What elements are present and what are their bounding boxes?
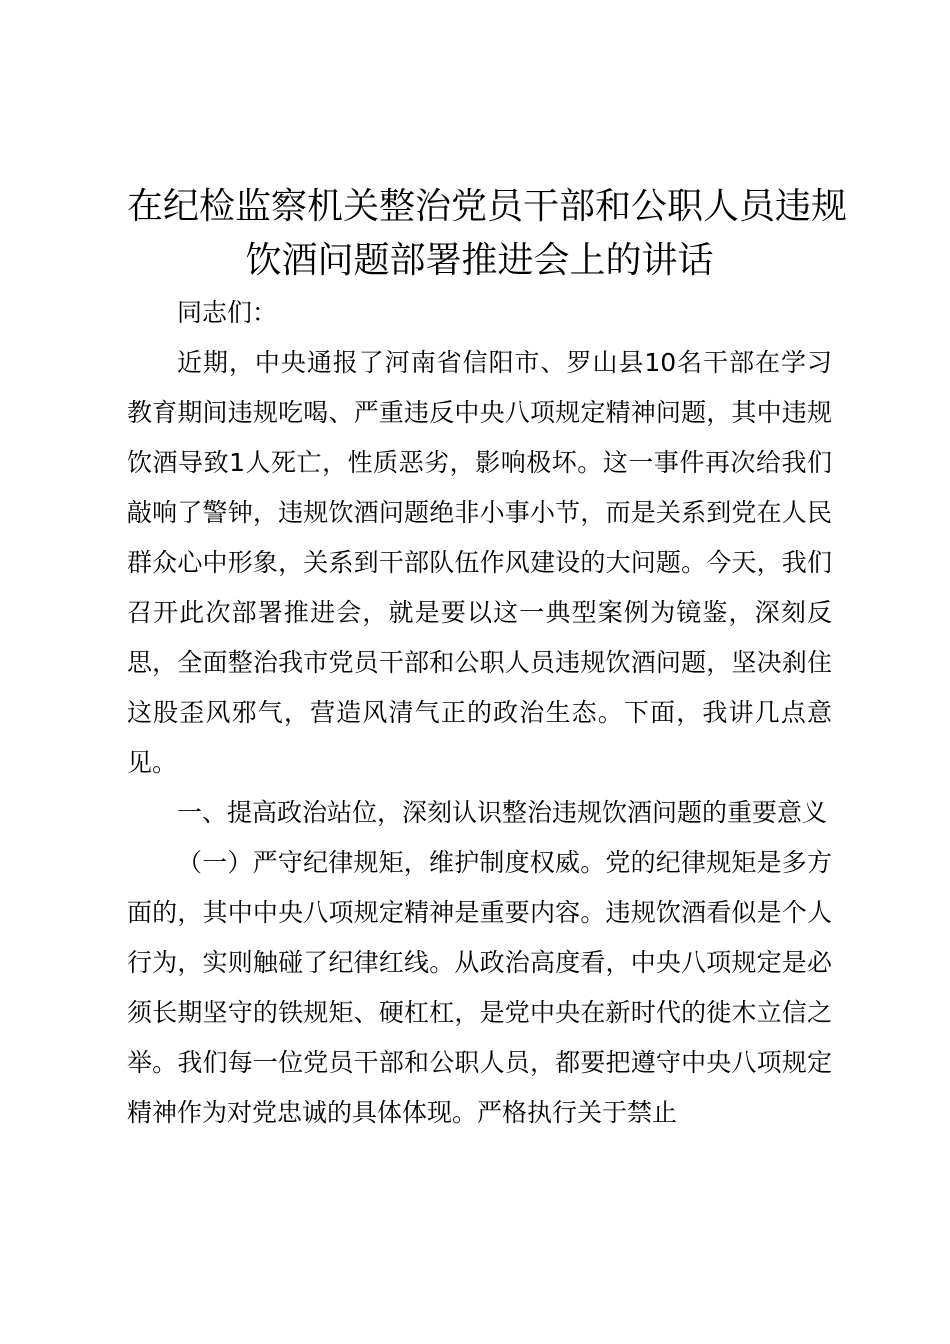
paragraph-subsection-1: （一）严守纪律规矩，维护制度权威。党的纪律规矩是多方面的，其中中央八项规定精神是重要内容。违规饮酒看似是个人行为，实则触碰了纪律红线。从政治高度看，中央八项规定是必须长期坚守的铁规矩、硬杠杠，是党中央在新时代的徙木立信之举。我们每一位党员干部和公职人员，都要把遵守中央八项规定精神作为对党忠诚的具体体现。严格执行关于禁止 [127, 848, 832, 1127]
document-page [127, 180, 848, 1138]
greeting: 同志们： [177, 298, 278, 327]
paragraph-intro: 近期，中央通报了河南省信阳市、罗山县10名干部在学习教育期间违规吃喝、严重违反中央八项规定精神问题，其中违规饮酒导致1人死亡，性质恶劣，影响极坏。这一事件再次给我们敲响了警钟，违规饮酒问题绝非小事小节，而是关系到党在人民群众心中形象，关系到干部队伍作风建设的大问题。今天，我们召开此次部署推进会，就是要以这一典型案例为镜鉴，深刻反思，全面整治我市党员干部和公职人员违规饮酒问题，坚决刹住这股歪风邪气，营造风清气正的政治生态。下面，我讲几点意见。 [127, 348, 832, 777]
document-title [127, 180, 848, 288]
section-heading-1: 一、提高政治站位，深刻认识整治违规饮酒问题的重要意义 [177, 798, 828, 827]
title-line-1: 在纪检监察机关整治党员干部和公职人员违规 [127, 186, 848, 227]
title-line-2: 饮酒问题部署推进会上的讲话 [245, 240, 714, 281]
